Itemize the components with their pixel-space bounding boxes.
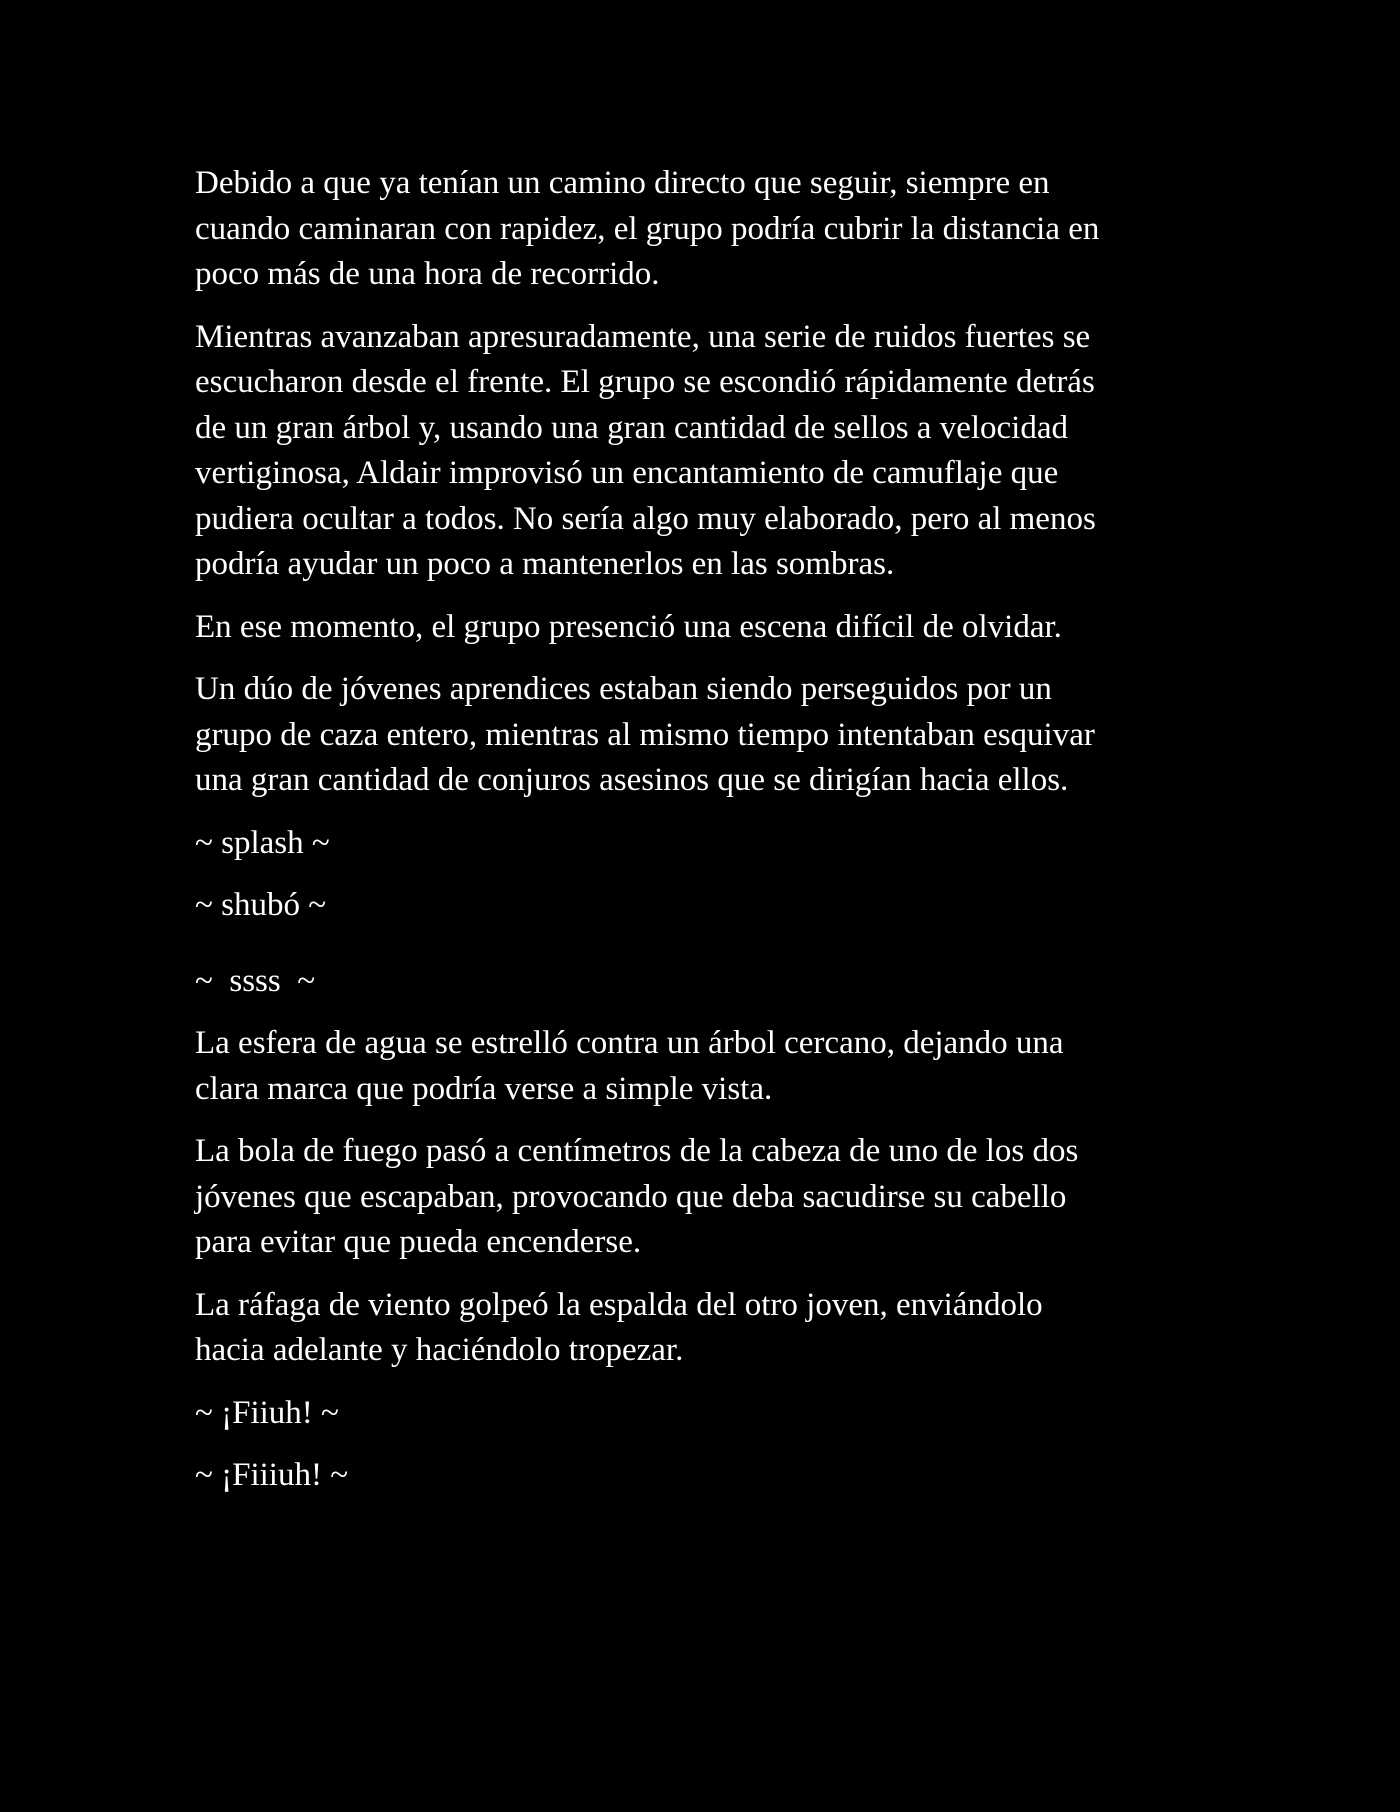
- paragraph-4: [195, 667, 1225, 804]
- paragraph-line: La ráfaga de viento golpeó la espalda del otro joven, enviándolo: [195, 1286, 1043, 1323]
- paragraph-line: grupo de caza entero, mientras al mismo tiempo intentaban esquivar: [195, 716, 1095, 753]
- paragraph-line: una gran cantidad de conjuros asesinos que se dirigían hacia ellos.: [195, 762, 1069, 798]
- paragraph-line: para evitar que pueda encenderse.: [195, 1224, 642, 1260]
- paragraph-line: La esfera de agua se estrelló contra un árbol cercano, dejando una: [195, 1025, 1064, 1061]
- sound-effect-text: ~ ssss ~: [195, 962, 316, 999]
- sound-effect-fiiuh: ~ ¡Fiiuh! ~: [195, 1394, 339, 1431]
- paragraph-5: [195, 1021, 1225, 1112]
- paragraph-line: cuando caminaran con rapidez, el grupo podría cubrir la distancia en: [195, 210, 1100, 247]
- paragraph-line: escucharon desde el frente. El grupo se escondió rápidamente detrás: [195, 364, 1095, 400]
- paragraph-2: [195, 315, 1225, 588]
- paragraph-6: [195, 1129, 1225, 1266]
- paragraph-line: Un dúo de jóvenes aprendices estaban siendo perseguidos por un: [195, 671, 1052, 707]
- paragraph-line: pudiera ocultar a todos. No sería algo muy elaborado, pero al menos: [195, 500, 1096, 537]
- sound-effect-shubo: ~ shubó ~: [195, 887, 327, 923]
- paragraph-line: hacia adelante y haciéndolo tropezar.: [195, 1332, 684, 1368]
- paragraph-line: poco más de una hora de recorrido.: [195, 256, 660, 292]
- paragraph-line: jóvenes que escapaban, provocando que deba sacudirse su cabello: [195, 1178, 1067, 1215]
- paragraph-line: vertiginosa, Aldair improvisó un encantamiento de camuflaje que: [195, 455, 1059, 491]
- paragraph-7: [195, 1283, 1225, 1374]
- paragraph-line: clara marca que podría verse a simple vista.: [195, 1070, 773, 1107]
- paragraph-line: Mientras avanzaban apresuradamente, una serie de ruidos fuertes se: [195, 318, 1091, 355]
- sound-effect-ssss: [195, 959, 1225, 1005]
- paragraph-line: podría ayudar un poco a mantenerlos en las sombras.: [195, 546, 895, 582]
- sound-effect-splash: ~ splash ~: [195, 824, 330, 861]
- document-body: [195, 161, 1225, 1516]
- paragraph-line: En ese momento, el grupo presenció una escena difícil de olvidar.: [195, 608, 1062, 645]
- paragraph-line: Debido a que ya tenían un camino directo que seguir, siempre en: [195, 165, 1050, 201]
- sound-effect-fiiiuh: ~ ¡Fiiiuh! ~: [195, 1457, 349, 1493]
- paragraph-line: La bola de fuego pasó a centímetros de la cabeza de uno de los dos: [195, 1133, 1079, 1169]
- paragraph-3: [195, 605, 1225, 651]
- paragraph-line: de un gran árbol y, usando una gran cantidad de sellos a velocidad: [195, 409, 1068, 446]
- paragraph-1: [195, 161, 1225, 298]
